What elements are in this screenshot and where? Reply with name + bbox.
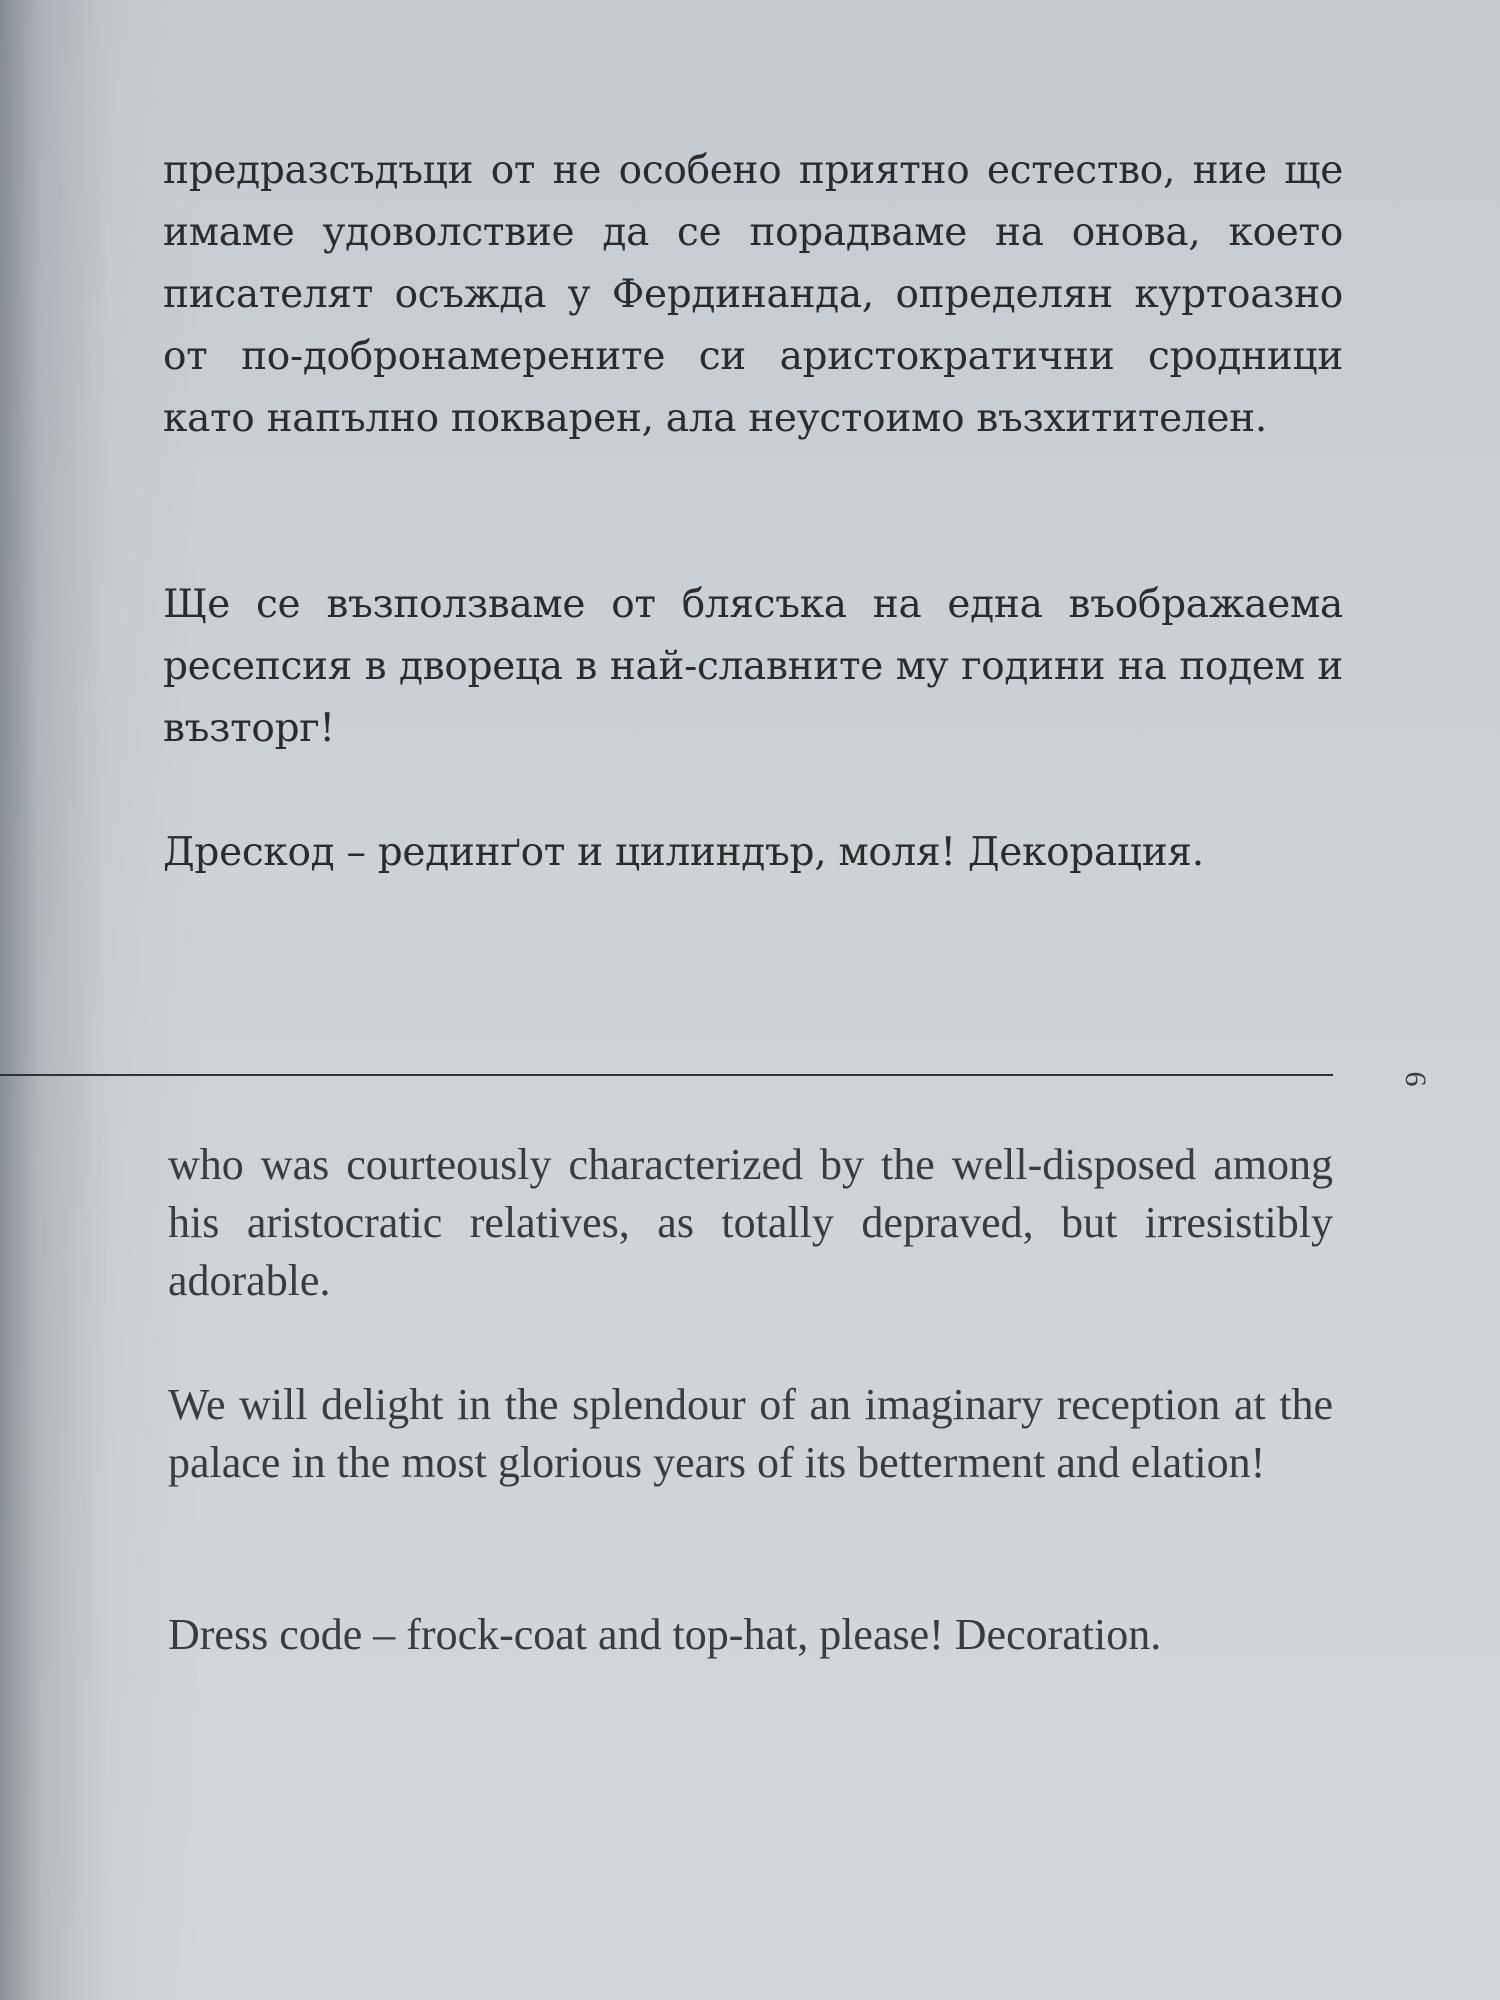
- english-paragraph-2: We will delight in the splendour of an imaginary reception at the palace in the most glorious years of its betterment and elation!: [168, 1380, 1333, 1487]
- section-divider: [0, 1074, 1333, 1076]
- english-paragraph-3: Dress code – frock-coat and top-hat, please! Decoration.: [168, 1610, 1162, 1659]
- bulgarian-paragraph-3: Дрескод – рединґот и цилиндър, моля! Декорация.: [163, 830, 1204, 875]
- english-paragraph-1: who was courteously characterized by the well-disposed among his aristocratic relatives, as totally depraved, but irresistibly adorable.: [168, 1140, 1333, 1305]
- bulgarian-paragraph-2: Ще се възползваме от блясъка на една въображаема ресепсия в двореца в най-славните му години на подем и възторг!: [163, 582, 1343, 751]
- bulgarian-paragraph-1: предразсъдъци от не особено приятно естество, ние ще имаме удоволствие да се порадваме на онова, което писателят осъжда у Фердинанда, определян куртоазно от по-добронамерените си аристократични сродници като напълно покварен, ала неустоимо възхитителен.: [163, 148, 1343, 441]
- page-number: 6: [1399, 1071, 1432, 1087]
